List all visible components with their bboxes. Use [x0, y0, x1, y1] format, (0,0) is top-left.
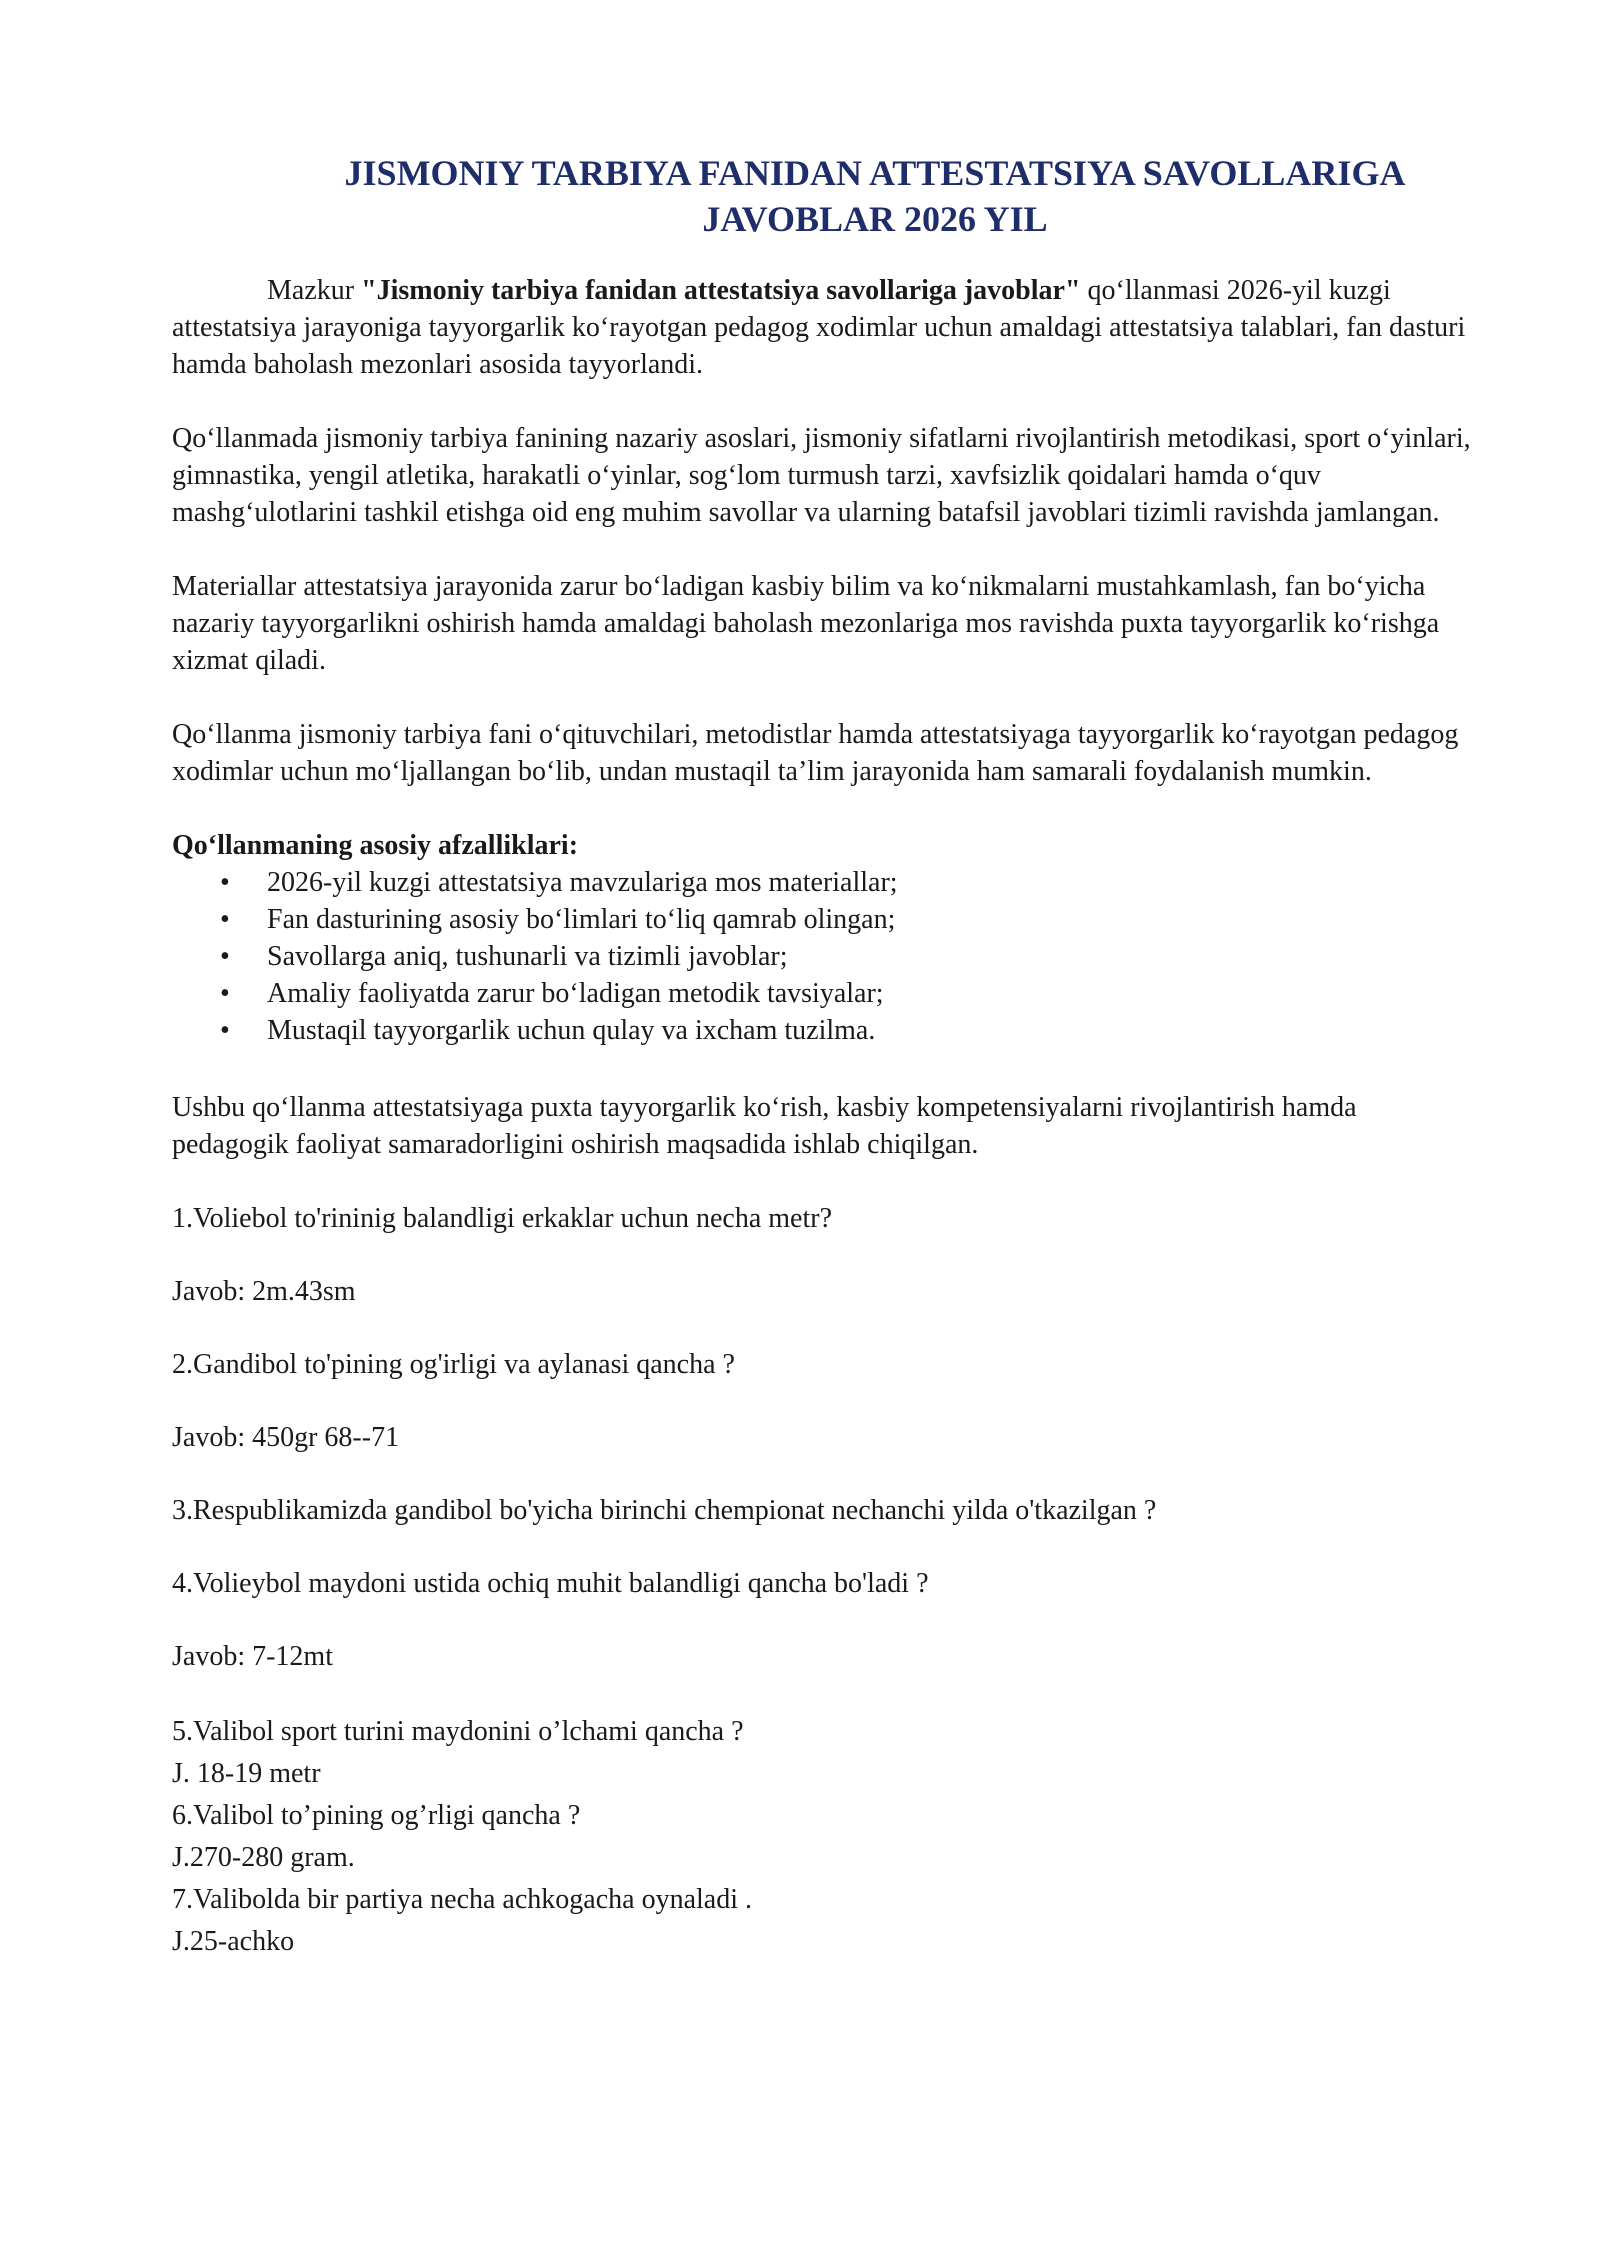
list-item — [172, 864, 1472, 901]
answer-6: J.270-280 gram. — [172, 1842, 355, 1873]
answer-2: Javob: 450gr 68--71 — [172, 1422, 400, 1453]
title-line-1: JISMONIY TARBIYA FANIDAN ATTESTATSIYA SAVOLLARIGA — [344, 153, 1406, 193]
answer-5: J. 18-19 metr — [172, 1758, 321, 1789]
answer-7: J.25-achko — [172, 1926, 295, 1957]
document-title — [240, 150, 1510, 242]
list-item-text: 2026-yil kuzgi attestatsiya mavzulariga mos materiallar; — [267, 867, 898, 898]
title-line-2: JAVOBLAR 2026 YIL — [702, 199, 1048, 239]
question-3: 3.Respublikamizda gandibol bo'yicha birinchi chempionat nechanchi yilda o'tkazilgan ? — [172, 1495, 1157, 1526]
intro-suffix: qo‘llanmasi 2026-yil kuzgi attestatsiya jarayoniga tayyorgarlik ko‘rayotgan pedagog xodimlar uchun amaldagi attestatsiya talablari, fan dasturi hamda baholash mezonlari asosida tayyorlandi. — [172, 275, 1466, 380]
list-item — [172, 975, 1472, 1012]
paragraph: Qo‘llanma jismoniy tarbiya fani o‘qituvchilari, metodistlar hamda attestatsiyaga tayyorgarlik ko‘rayotgan pedagog xodimlar uchun mo‘ljallangan bo‘lib, undan mustaqil ta’lim jarayonida ham samarali foydalanish mumkin. — [172, 719, 1459, 787]
list-item-text: Savollarga aniq, tushunarli va tizimli javoblar; — [267, 941, 788, 972]
answer-4: Javob: 7-12mt — [172, 1641, 333, 1672]
intro-paragraph — [172, 272, 1472, 383]
short-qa-block — [172, 1711, 1472, 1963]
question-1: 1.Voliebol to'rininig balandligi erkaklar uchun necha metr? — [172, 1203, 832, 1234]
document-body — [172, 272, 1472, 1963]
question-7: 7.Valibolda bir partiya necha achkogacha oynaladi . — [172, 1884, 752, 1915]
question-6: 6.Valibol to’pining og’rligi qancha ? — [172, 1800, 581, 1831]
list-item-text: Mustaqil tayyorgarlik uchun qulay va ixcham tuzilma. — [267, 1015, 876, 1046]
paragraph: Qo‘llanmada jismoniy tarbiya fanining nazariy asoslari, jismoniy sifatlarni rivojlantirish metodikasi, sport o‘yinlari, gimnastika, yengil atletika, harakatli o‘yinlar, sog‘lom turmush tarzi, xavfsizlik qoidalari hamda o‘quv mashg‘ulotlarini tashkil etishga oid eng muhim savollar va ularning batafsil javoblari tizimli ravishda jamlangan. — [172, 423, 1471, 528]
list-item — [172, 1012, 1472, 1049]
bullet-icon: • — [220, 941, 230, 972]
list-item-text: Amaliy faoliyatda zarur bo‘ladigan metodik tavsiyalar; — [267, 978, 884, 1009]
question-5: 5.Valibol sport turini maydonini o’lchami qancha ? — [172, 1716, 744, 1747]
list-item — [172, 901, 1472, 938]
list-item-text: Fan dasturining asosiy bo‘limlari to‘liq qamrab olingan; — [267, 904, 896, 935]
bullet-icon: • — [220, 978, 230, 1009]
question-4: 4.Volieybol maydoni ustida ochiq muhit balandligi qancha bo'ladi ? — [172, 1568, 929, 1599]
answer-1: Javob: 2m.43sm — [172, 1276, 356, 1307]
paragraph: Materiallar attestatsiya jarayonida zarur bo‘ladigan kasbiy bilim va ko‘nikmalarni mustahkamlash, fan bo‘yicha nazariy tayyorgarlikni oshirish hamda amaldagi baholash mezonlariga mos ravishda puxta tayyorgarlik ko‘rishga xizmat qiladi. — [172, 571, 1440, 676]
bullet-icon: • — [220, 1015, 230, 1046]
closing-paragraph: Ushbu qo‘llanma attestatsiyaga puxta tayyorgarlik ko‘rish, kasbiy kompetensiyalarni rivojlantirish hamda pedagogik faoliyat samaradorligini oshirish maqsadida ishlab chiqilgan. — [172, 1092, 1357, 1160]
list-item — [172, 938, 1472, 975]
benefits-list — [172, 864, 1472, 1049]
bullet-icon: • — [220, 867, 230, 898]
bullet-icon: • — [220, 904, 230, 935]
intro-bold-title: "Jismoniy tarbiya fanidan attestatsiya savollariga javoblar" — [361, 275, 1081, 306]
benefits-heading: Qo‘llanmaning asosiy afzalliklari: — [172, 830, 579, 861]
intro-prefix: Mazkur — [267, 275, 362, 306]
question-2: 2.Gandibol to'pining og'irligi va aylanasi qancha ? — [172, 1349, 735, 1380]
